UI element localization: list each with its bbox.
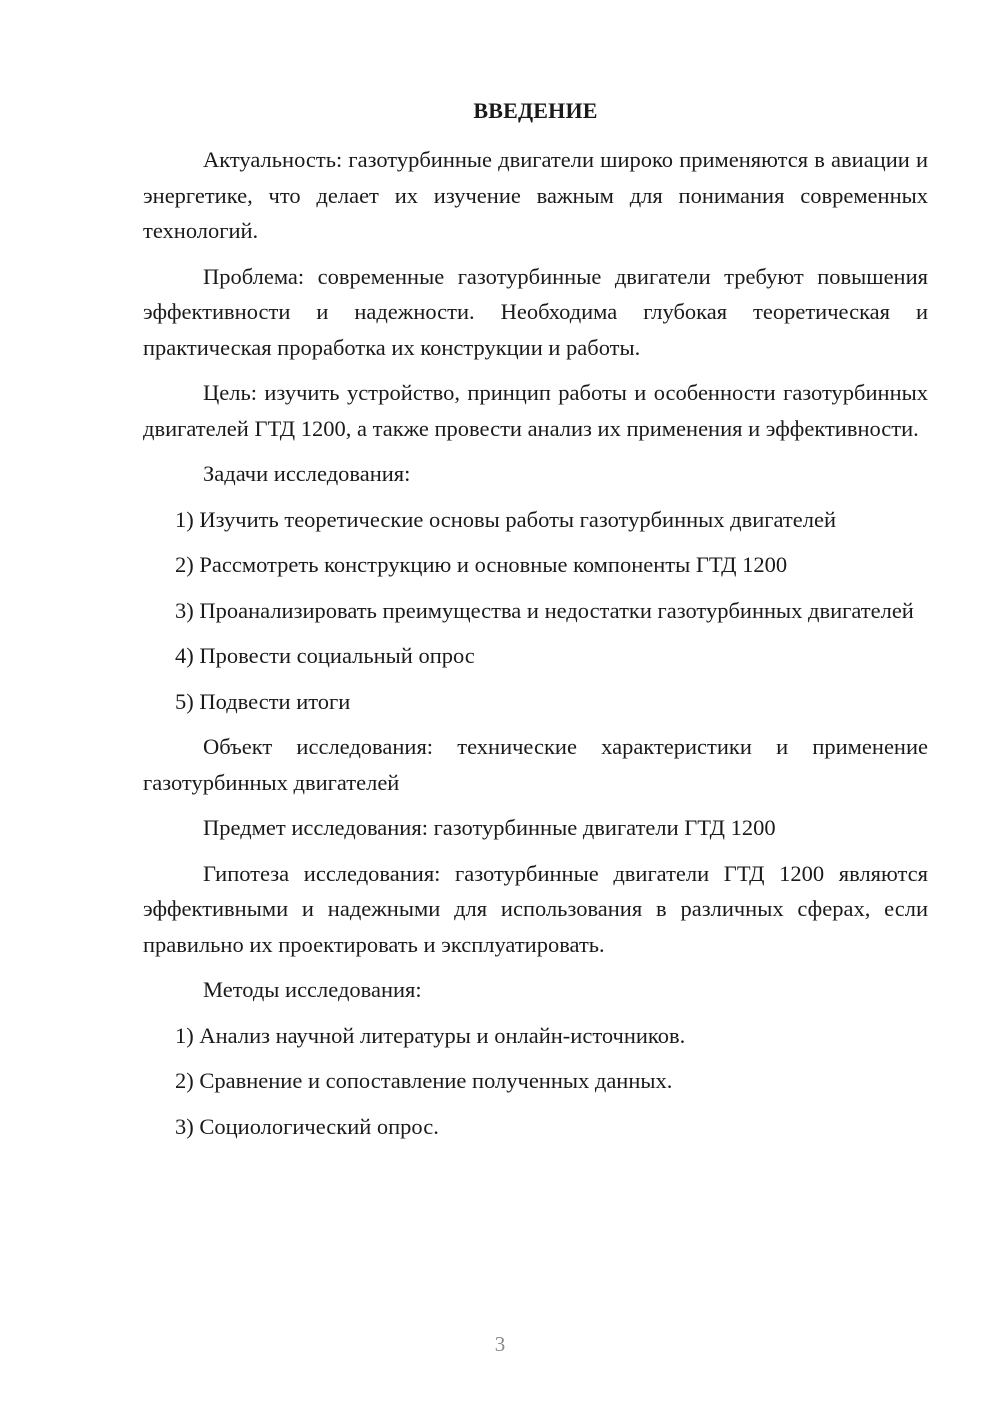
problem-paragraph: Проблема: современные газотурбинные двигатели требуют повышения эффективности и надежности. Необходима глубокая теоретическая и практическая проработка их конструкции и работы.: [143, 263, 928, 360]
document-page: [143, 96, 928, 1154]
tasks-list: [143, 502, 928, 720]
section-heading: ВВЕДЕНИЕ: [473, 98, 598, 123]
task-item: 2) Рассмотреть конструкцию и основные компоненты ГТД 1200: [175, 552, 788, 577]
object-paragraph: Объект исследования: технические характеристики и применение газотурбинных двигателей: [143, 734, 928, 795]
methods-list: [143, 1018, 928, 1145]
subject-paragraph: Предмет исследования: газотурбинные двигатели ГТД 1200: [203, 815, 776, 840]
tasks-heading: Задачи исследования:: [203, 461, 411, 486]
method-item: 1) Анализ научной литературы и онлайн-источников.: [175, 1022, 686, 1048]
hypothesis-paragraph: Гипотеза исследования: газотурбинные двигатели ГТД 1200 являются эффективными и надежными для использования в различных сферах, если правильно их проектировать и эксплуатировать.: [143, 860, 928, 957]
relevance-paragraph: Актуальность: газотурбинные двигатели широко применяются в авиации и энергетике, что делает их изучение важным для понимания современных технологий.: [143, 147, 928, 243]
methods-heading: Методы исследования:: [203, 977, 422, 1002]
task-item: 4) Провести социальный опрос: [175, 643, 475, 668]
task-item: 5) Подвести итоги: [175, 688, 351, 714]
task-item: 3) Проанализировать преимущества и недостатки газотурбинных двигателей: [175, 597, 914, 623]
task-item: 1) Изучить теоретические основы работы газотурбинных двигателей: [175, 506, 836, 532]
method-item: 2) Сравнение и сопоставление полученных данных.: [175, 1068, 673, 1093]
page-number: 3: [494, 1332, 506, 1356]
goal-paragraph: Цель: изучить устройство, принцип работы и особенности газотурбинных двигателей ГТД 1200, а также провести анализ их применения и эффективности.: [143, 380, 928, 441]
method-item: 3) Социологический опрос.: [175, 1113, 439, 1139]
